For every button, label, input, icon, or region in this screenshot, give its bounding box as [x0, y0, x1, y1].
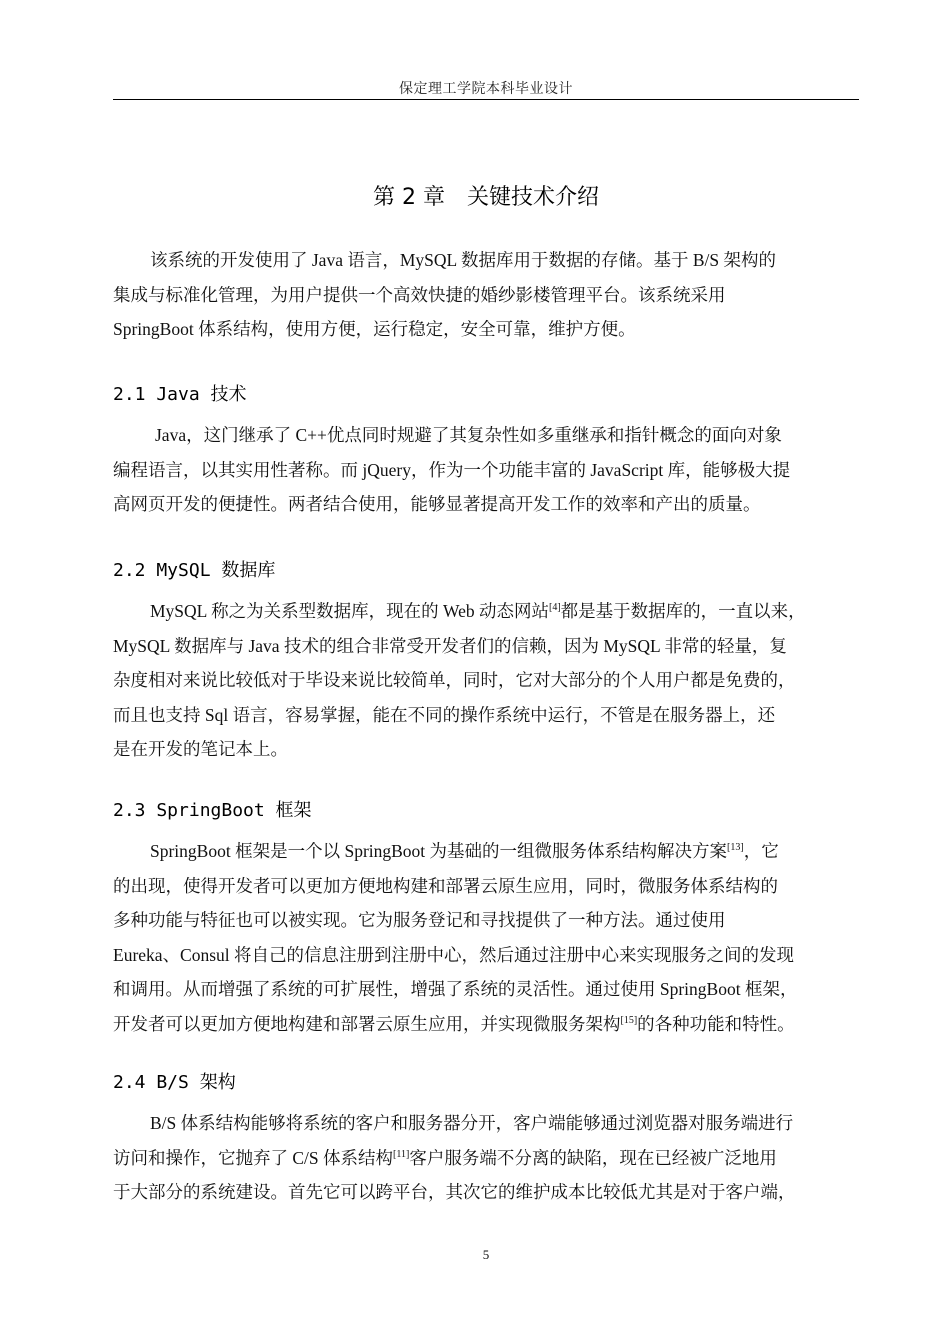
paragraph-java	[113, 418, 859, 522]
paragraph-line	[113, 834, 859, 869]
text-run: MySQL 称之为关系型数据库，现在的 Web 动态网站	[150, 601, 549, 621]
section-heading-java: 2.1 Java 技术	[113, 384, 247, 405]
citation: [13]	[727, 842, 744, 853]
paragraph-line: 多种功能与特征也可以被实现。它为服务登记和寻找提供了一种方法。通过使用	[113, 910, 726, 930]
text-run: 都是基于数据库的，一直以来，	[560, 601, 806, 621]
paragraph-line	[113, 1007, 859, 1042]
text-run: 开发者可以更加方便地构建和部署云原生应用，并实现微服务架构	[113, 1013, 621, 1034]
citation: [15]	[620, 1014, 638, 1026]
paragraph-line: Eureka、Consul 将自己的信息注册到注册中心，然后通过注册中心来实现服务之间的发现	[113, 944, 795, 965]
intro-paragraph	[113, 243, 859, 347]
paragraph-mysql	[113, 594, 859, 767]
paragraph-line: 杂度相对来说比较低对于毕设来说比较简单，同时，它对大部分的个人用户都是免费的，	[113, 670, 796, 690]
paragraph-line: B/S 体系结构能够将系统的客户和服务器分开，客户端能够通过浏览器对服务端进行	[150, 1113, 794, 1133]
paragraph-line: 的出现，使得开发者可以更加方便地构建和部署云原生应用，同时，微服务体系结构的	[113, 875, 778, 896]
text-run: 的各种功能和特性。	[637, 1013, 795, 1034]
text-run: 访问和操作，它抛弃了 C/S 体系结构	[113, 1147, 394, 1168]
paragraph-bs	[113, 1106, 859, 1210]
paragraph-springboot	[113, 834, 859, 1041]
text-run: 客户服务端不分离的缺陷，现在已经被广泛地用	[409, 1147, 777, 1168]
section-heading-mysql: 2.2 MySQL 数据库	[113, 560, 276, 581]
paragraph-line: 该系统的开发使用了 Java 语言，MySQL 数据库用于数据的存储。基于 B/S 架构的	[150, 250, 776, 270]
paragraph-line: 集成与标准化管理，为用户提供一个高效快捷的婚纱影楼管理平台。该系统采用	[113, 284, 726, 305]
citation: [11]	[393, 1148, 410, 1160]
paragraph-line: 而且也支持 Sql 语言，容易掌握，能在不同的操作系统中运行，不管是在服务器上，还	[113, 704, 776, 725]
paragraph-line: 和调用。从而增强了系统的可扩展性，增强了系统的灵活性。通过使用 SpringBoot 框架，	[113, 979, 798, 999]
citation: [4]	[548, 602, 561, 613]
page-header: 保定理工学院本科毕业设计	[399, 81, 573, 97]
paragraph-line: 是在开发的笔记本上。	[113, 739, 288, 759]
paragraph-line	[113, 1141, 859, 1176]
chapter-title: 第 2 章 关键技术介绍	[373, 185, 599, 210]
paragraph-line: 编程语言，以其实用性著称。而 jQuery，作为一个功能丰富的 JavaScript 库，能够极大提	[113, 459, 791, 480]
header-rule	[113, 99, 859, 100]
paragraph-line	[113, 594, 859, 629]
paragraph-line: SpringBoot 体系结构，使用方便，运行稳定，安全可靠，维护方便。	[113, 319, 636, 339]
text-run: ，它	[743, 841, 779, 861]
text-run: SpringBoot 框架是一个以 SpringBoot 为基础的一组微服务体系结构解决方案	[150, 841, 728, 861]
paragraph-line: 高网页开发的便捷性。两者结合使用，能够显著提高开发工作的效率和产出的质量。	[113, 494, 761, 514]
paragraph-line: Java，这门继承了 C++优点同时规避了其复杂性如多重继承和指针概念的面向对象	[155, 425, 782, 445]
paragraph-line: 于大部分的系统建设。首先它可以跨平台，其次它的维护成本比较低尤其是对于客户端，	[113, 1182, 796, 1202]
section-heading-springboot: 2.3 SpringBoot 框架	[113, 800, 312, 821]
section-heading-bs: 2.4 B/S 架构	[113, 1072, 236, 1093]
page-number: 5	[482, 1247, 490, 1262]
paragraph-line: MySQL 数据库与 Java 技术的组合非常受开发者们的信赖，因为 MySQL 非常的轻量，复	[113, 635, 787, 656]
